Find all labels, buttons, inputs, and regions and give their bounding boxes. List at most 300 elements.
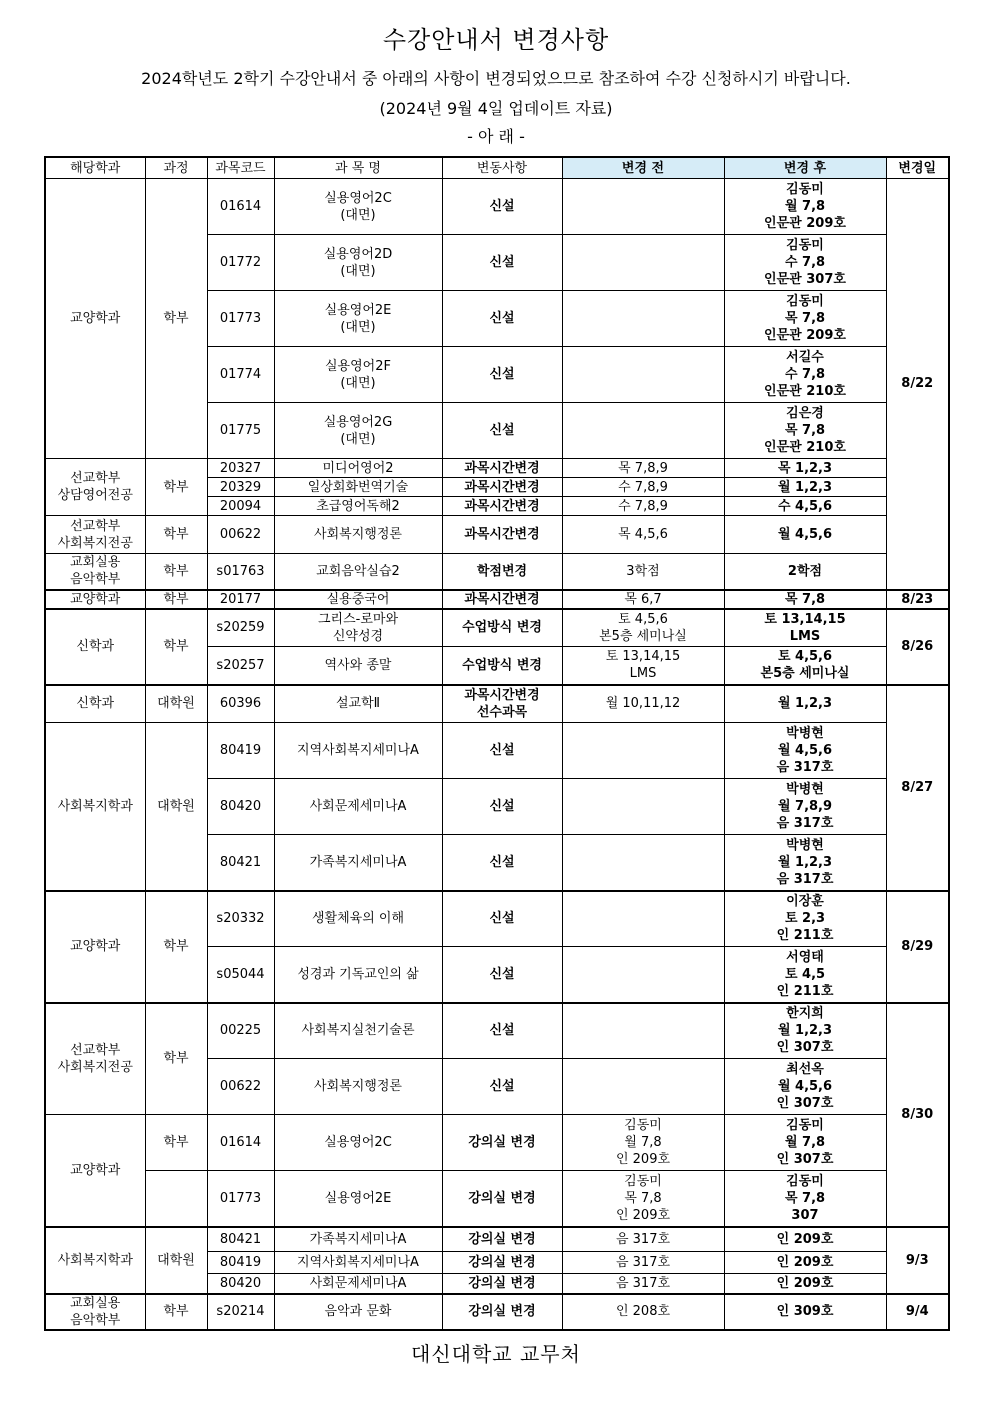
cell-line: 신설 — [489, 367, 515, 382]
cell-line: 실용영어2F — [325, 358, 391, 374]
are-label: - 아 래 - — [467, 127, 525, 146]
change-date-cell — [886, 1003, 949, 1227]
before-cell — [562, 497, 724, 516]
cell-line: 월 7,8 — [624, 1135, 662, 1150]
code-cell — [207, 1294, 274, 1330]
change-type-cell — [442, 609, 562, 647]
code-cell — [207, 179, 274, 235]
cell-line: 이장훈 — [786, 894, 824, 910]
cell-line: 사회복지전공 — [57, 535, 133, 551]
cell-line: 80421 — [219, 1231, 262, 1247]
after-cell — [724, 590, 886, 609]
after-cell — [724, 609, 886, 647]
code-cell — [207, 779, 274, 835]
cell-line: 과목시간변경 — [464, 479, 540, 495]
dept-cell — [45, 609, 145, 685]
change-type-cell — [442, 179, 562, 235]
cell-line: 목 7,8 — [624, 1190, 662, 1206]
cell-line: 월 4,5,6 — [777, 1079, 833, 1094]
subject-name-cell — [274, 1059, 442, 1115]
dept-cell — [45, 1227, 145, 1294]
cell-line: s20332 — [216, 911, 265, 927]
dept-cell — [45, 590, 145, 609]
cell-line: 01773 — [219, 1190, 262, 1206]
cell-line: 교양학과 — [70, 591, 121, 607]
after-cell — [724, 1294, 886, 1330]
code-cell — [207, 1252, 274, 1274]
cell-line: 인 209호 — [776, 1275, 834, 1291]
subject-name-cell — [274, 835, 442, 891]
cell-line: 김동미 — [786, 1173, 824, 1189]
before-cell — [562, 779, 724, 835]
col-header-course: 과정 — [145, 157, 207, 179]
cell-line: 인 307호 — [776, 1096, 834, 1111]
change-type-cell — [442, 497, 562, 516]
cell-line: 307 — [791, 1207, 819, 1223]
change-date-cell — [886, 1227, 949, 1294]
cell-line: 수업방식 변경 — [462, 657, 542, 673]
cell-line: 신약성경 — [332, 628, 384, 644]
cell-line: 신학과 — [76, 696, 115, 712]
subject-name-cell — [274, 1252, 442, 1274]
dept-cell — [45, 1294, 145, 1330]
cell-line: 80420 — [219, 1275, 262, 1291]
course-cell — [145, 554, 207, 590]
cell-line: 박병현 — [786, 782, 824, 797]
subject-name-cell — [274, 516, 442, 554]
cell-line: 그리스-로마와 — [317, 611, 399, 627]
before-cell — [562, 179, 724, 235]
change-type-cell — [442, 1059, 562, 1115]
cell-line: 가족복지세미나A — [309, 854, 407, 870]
course-cell — [145, 590, 207, 609]
cell-line: 음 317호 — [776, 816, 834, 831]
code-cell — [207, 723, 274, 779]
table-row — [45, 516, 949, 554]
table-row — [45, 554, 949, 590]
after-cell — [724, 1227, 886, 1252]
cell-line: 사회문제세미나A — [309, 1275, 407, 1291]
subject-name-cell — [274, 891, 442, 947]
before-cell — [562, 590, 724, 609]
cell-line: 강의실 변경 — [468, 1135, 536, 1150]
cell-line: 목 7,8 — [784, 311, 826, 326]
cell-line: 강의실 변경 — [468, 1255, 536, 1270]
cell-line: 80419 — [219, 743, 262, 758]
code-cell — [207, 1171, 274, 1227]
cell-line: 01772 — [219, 255, 262, 270]
cell-line: 음 317호 — [615, 1231, 671, 1247]
cell-line: 일상회화번역기술 — [307, 479, 409, 495]
cell-line: 학부 — [163, 563, 189, 579]
cell-line: 한지희 — [786, 1006, 824, 1022]
cell-line: 인 209호 — [776, 1231, 834, 1247]
course-cell — [145, 685, 207, 723]
after-cell — [724, 1003, 886, 1059]
cell-line: 목 7,8 — [784, 591, 826, 607]
cell-line: 신설 — [489, 311, 515, 326]
change-date-cell — [886, 1294, 949, 1330]
cell-line: 학부 — [163, 311, 189, 326]
change-type-cell — [442, 516, 562, 554]
before-cell — [562, 235, 724, 291]
table-row — [45, 590, 949, 609]
subject-name-cell — [274, 779, 442, 835]
dept-cell — [45, 1115, 145, 1227]
cell-line: 교양학과 — [70, 939, 121, 954]
cell-line: 실용영어2C — [324, 190, 392, 206]
cell-line: 실용영어2G — [323, 414, 393, 430]
dept-cell — [45, 685, 145, 723]
cell-line: s01763 — [216, 563, 265, 579]
cell-line: 음악학부 — [70, 1312, 121, 1328]
cell-line: 박병현 — [786, 837, 824, 853]
code-cell — [207, 835, 274, 891]
before-cell — [562, 1294, 724, 1330]
cell-line: 월 7,8,9 — [777, 799, 833, 814]
table-row — [45, 723, 949, 779]
cell-line: 사회복지학과 — [57, 1252, 133, 1268]
cell-line: 학부 — [163, 479, 189, 495]
cell-line: 목 7,8,9 — [618, 460, 668, 476]
cell-line: 과목시간변경 — [464, 498, 540, 514]
cell-line: LMS — [789, 628, 821, 644]
change-type-cell — [442, 1274, 562, 1294]
cell-line: 00622 — [219, 527, 262, 542]
cell-line: 8/29 — [901, 939, 934, 954]
cell-line: 선교학부 — [70, 518, 121, 534]
cell-line: 교양학과 — [70, 311, 121, 326]
subject-name-cell — [274, 947, 442, 1003]
course-cell — [145, 609, 207, 685]
cell-line: 실용중국어 — [326, 591, 390, 607]
cell-line: 월 4,5,6 — [777, 743, 833, 758]
cell-line: 20094 — [219, 498, 262, 514]
change-type-cell — [442, 685, 562, 723]
table-row — [45, 179, 949, 235]
after-cell — [724, 516, 886, 554]
cell-line: 수 7,8 — [784, 367, 826, 382]
cell-line: 월 7,8 — [784, 1135, 826, 1150]
after-cell — [724, 403, 886, 459]
cell-line: (대면) — [340, 319, 376, 335]
course-cell — [145, 1294, 207, 1330]
code-cell — [207, 891, 274, 947]
change-date-cell — [886, 891, 949, 1003]
change-date-cell — [886, 590, 949, 609]
cell-line: 학부 — [163, 639, 189, 654]
code-cell — [207, 347, 274, 403]
change-type-cell — [442, 1115, 562, 1171]
cell-line: 수 7,8,9 — [618, 479, 668, 495]
cell-line: 인 307호 — [776, 1040, 834, 1056]
table-row — [45, 1294, 949, 1330]
after-cell — [724, 291, 886, 347]
col-header-code: 과목코드 — [207, 157, 274, 179]
dept-cell — [45, 891, 145, 1003]
footer-office: 대신대학교 교무처 — [411, 1342, 581, 1366]
cell-line: 수 7,8 — [784, 255, 826, 270]
cell-line: 학부 — [163, 1304, 189, 1319]
course-cell — [145, 516, 207, 554]
cell-line: 사회복지행정론 — [314, 527, 402, 542]
after-cell — [724, 723, 886, 779]
cell-line: 인문관 209호 — [764, 328, 846, 343]
cell-line: 8/22 — [901, 376, 934, 392]
after-cell — [724, 947, 886, 1003]
dept-cell — [45, 723, 145, 891]
cell-line: 음 317호 — [615, 1275, 671, 1291]
code-cell — [207, 947, 274, 1003]
after-cell — [724, 179, 886, 235]
course-cell — [145, 459, 207, 516]
before-cell — [562, 1252, 724, 1274]
code-cell — [207, 497, 274, 516]
cell-line: 3학점 — [626, 563, 660, 579]
change-type-cell — [442, 403, 562, 459]
cell-line: 토 4,5,6 — [618, 611, 668, 627]
cell-line: 토 13,14,15 — [764, 611, 846, 627]
subject-name-cell — [274, 179, 442, 235]
code-cell — [207, 1003, 274, 1059]
before-cell — [562, 647, 724, 685]
after-cell — [724, 1274, 886, 1294]
after-cell — [724, 779, 886, 835]
cell-line: 본5층 세미나실 — [760, 666, 850, 682]
before-cell — [562, 1003, 724, 1059]
dept-cell — [45, 459, 145, 516]
cell-line: 미디어영어2 — [322, 460, 394, 476]
cell-line: 서영태 — [786, 949, 824, 965]
cell-line: 월 1,2,3 — [777, 854, 833, 870]
subject-name-cell — [274, 1171, 442, 1227]
before-cell — [562, 1227, 724, 1252]
dept-cell — [45, 179, 145, 459]
code-cell — [207, 590, 274, 609]
code-cell — [207, 1059, 274, 1115]
cell-line: 신설 — [489, 1023, 515, 1039]
cell-line: 박병현 — [786, 726, 824, 741]
cell-line: s20214 — [216, 1304, 265, 1319]
cell-line: 신설 — [489, 255, 515, 270]
before-cell — [562, 1274, 724, 1294]
cell-line: 월 4,5,6 — [777, 527, 833, 542]
cell-line: 8/26 — [901, 639, 934, 654]
cell-line: 60396 — [219, 696, 262, 712]
change-type-cell — [442, 647, 562, 685]
cell-line: 인문관 210호 — [764, 440, 846, 455]
page-title: 수강안내서 변경사항 — [382, 26, 610, 54]
subject-name-cell — [274, 554, 442, 590]
course-cell — [145, 891, 207, 1003]
subject-name-cell — [274, 403, 442, 459]
cell-line: 지역사회복지세미나A — [297, 743, 419, 758]
after-cell — [724, 478, 886, 497]
cell-line: 과목시간변경 — [464, 527, 540, 542]
cell-line: 80420 — [219, 799, 262, 814]
col-header-before: 변경 전 — [562, 157, 724, 179]
cell-line: 인 211호 — [776, 928, 834, 944]
table-body — [45, 179, 949, 1330]
before-cell — [562, 347, 724, 403]
subject-name-cell — [274, 1003, 442, 1059]
subject-name-cell — [274, 459, 442, 478]
cell-line: 음 317호 — [776, 760, 834, 775]
change-type-cell — [442, 723, 562, 779]
code-cell — [207, 235, 274, 291]
cell-line: 수 4,5,6 — [777, 498, 833, 514]
cell-line: (대면) — [340, 375, 376, 391]
cell-line: 인문관 209호 — [764, 216, 846, 231]
cell-line: 토 4,5 — [784, 966, 826, 982]
cell-line: 월 1,2,3 — [777, 696, 833, 712]
cell-line: 월 1,2,3 — [777, 1023, 833, 1039]
after-cell — [724, 459, 886, 478]
cell-line: 인 309호 — [776, 1304, 834, 1319]
cell-line: 목 4,5,6 — [618, 527, 668, 542]
cell-line: 김동미 — [786, 238, 824, 253]
cell-line: 수 7,8,9 — [618, 498, 668, 514]
cell-line: 신학과 — [76, 639, 115, 654]
cell-line: 신설 — [489, 799, 515, 814]
cell-line: 80421 — [219, 854, 262, 870]
cell-line: 01614 — [219, 199, 262, 214]
change-type-cell — [442, 590, 562, 609]
code-cell — [207, 647, 274, 685]
cell-line: 설교학Ⅱ — [335, 696, 381, 712]
course-cell — [145, 723, 207, 891]
cell-line: 01775 — [219, 423, 262, 438]
cell-line: 초급영어독해2 — [316, 498, 400, 514]
cell-line: 강의실 변경 — [468, 1304, 536, 1319]
subject-name-cell — [274, 1274, 442, 1294]
after-cell — [724, 1171, 886, 1227]
change-type-cell — [442, 779, 562, 835]
cell-line: 인 209호 — [776, 1255, 834, 1270]
subject-name-cell — [274, 291, 442, 347]
after-cell — [724, 1252, 886, 1274]
cell-line: 지역사회복지세미나A — [297, 1255, 419, 1270]
cell-line: 학부 — [163, 939, 189, 954]
cell-line: 교회음악실습2 — [316, 563, 400, 579]
after-cell — [724, 835, 886, 891]
cell-line: 사회복지학과 — [57, 798, 133, 814]
cell-line: 과목시간변경 — [464, 460, 540, 476]
col-header-date: 변경일 — [886, 157, 949, 179]
cell-line: 신설 — [489, 743, 515, 758]
change-type-cell — [442, 554, 562, 590]
cell-line: 01614 — [219, 1135, 262, 1150]
subject-name-cell — [274, 647, 442, 685]
cell-line: 월 10,11,12 — [605, 696, 681, 712]
cell-line: 목 7,8 — [784, 423, 826, 438]
cell-line: 학부 — [163, 1051, 189, 1067]
cell-line: 강의실 변경 — [468, 1231, 536, 1247]
subject-name-cell — [274, 1294, 442, 1330]
cell-line: LMS — [629, 666, 657, 682]
table-header-row — [45, 157, 949, 179]
code-cell — [207, 1115, 274, 1171]
subject-name-cell — [274, 685, 442, 723]
after-cell — [724, 235, 886, 291]
cell-line: 사회복지전공 — [57, 1059, 133, 1075]
change-type-cell — [442, 891, 562, 947]
course-cell — [145, 1227, 207, 1294]
cell-line: 강의실 변경 — [468, 1190, 536, 1206]
cell-line: 신설 — [489, 199, 515, 214]
change-type-cell — [442, 835, 562, 891]
cell-line: 김동미 — [624, 1173, 662, 1189]
cell-line: (대면) — [340, 263, 376, 279]
cell-line: 사회복지실천기술론 — [301, 1023, 415, 1039]
before-cell — [562, 291, 724, 347]
before-cell — [562, 1059, 724, 1115]
code-cell — [207, 1227, 274, 1252]
cell-line: 선교학부 — [70, 1042, 121, 1058]
table-row — [45, 1171, 949, 1227]
after-cell — [724, 1115, 886, 1171]
cell-line: 토 4,5,6 — [777, 649, 833, 665]
cell-line: 강의실 변경 — [468, 1275, 536, 1291]
subject-name-cell — [274, 1227, 442, 1252]
cell-line: 9/4 — [905, 1304, 929, 1319]
subject-name-cell — [274, 1115, 442, 1171]
cell-line: 본5층 세미나실 — [599, 628, 687, 644]
cell-line: 00225 — [219, 1023, 262, 1039]
cell-line: 인 208호 — [615, 1304, 671, 1319]
cell-line: 실용영어2E — [324, 1190, 392, 1206]
cell-line: 20329 — [219, 479, 262, 495]
cell-line: 목 6,7 — [624, 591, 662, 607]
cell-line: 김은경 — [786, 406, 824, 421]
cell-line: 신설 — [489, 854, 515, 870]
cell-line: 신설 — [489, 966, 515, 982]
cell-line: 인 209호 — [615, 1207, 671, 1223]
cell-line: 학부 — [163, 527, 189, 542]
after-cell — [724, 554, 886, 590]
cell-line: 최선옥 — [786, 1062, 824, 1077]
cell-line: 8/23 — [901, 591, 934, 607]
cell-line: 신설 — [489, 423, 515, 438]
change-date-cell — [886, 179, 949, 590]
cell-line: 교회실용 — [70, 1295, 121, 1311]
dept-cell — [45, 1003, 145, 1115]
before-cell — [562, 685, 724, 723]
cell-line: 8/30 — [901, 1107, 934, 1122]
cell-line: 실용영어2E — [324, 302, 392, 318]
course-cell — [145, 1171, 207, 1227]
cell-line: 과목시간변경 — [464, 591, 540, 607]
change-type-cell — [442, 1003, 562, 1059]
cell-line: 교양학과 — [70, 1162, 121, 1178]
cell-line: 역사와 종말 — [324, 657, 392, 673]
course-cell — [145, 179, 207, 459]
dept-cell — [45, 554, 145, 590]
cell-line: 음 317호 — [615, 1255, 671, 1270]
change-type-cell — [442, 947, 562, 1003]
change-type-cell — [442, 459, 562, 478]
dept-cell — [45, 516, 145, 554]
code-cell — [207, 1274, 274, 1294]
before-cell — [562, 478, 724, 497]
cell-line: 김동미 — [624, 1118, 662, 1133]
change-date-cell — [886, 685, 949, 891]
cell-line: (대면) — [340, 431, 376, 447]
cell-line: 음악학부 — [70, 572, 121, 588]
cell-line: 대학원 — [157, 798, 195, 814]
after-cell — [724, 347, 886, 403]
cell-line: 김동미 — [786, 294, 824, 309]
